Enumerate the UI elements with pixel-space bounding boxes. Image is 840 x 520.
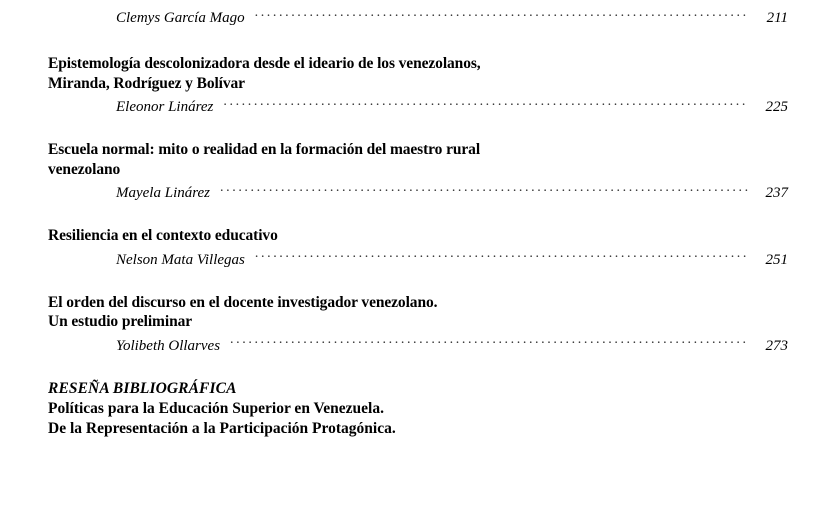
- spacer: [48, 356, 788, 379]
- review-line: De la Representación a la Participación Protagónica.: [48, 419, 396, 437]
- toc-author-row: [48, 334, 788, 356]
- toc-author: Eleonor Linárez: [116, 99, 214, 115]
- spacer: [48, 117, 788, 140]
- dot-leaders: [220, 181, 748, 197]
- dot-leaders: [255, 248, 748, 264]
- toc-entry: [48, 140, 788, 203]
- toc-author-row: [48, 95, 788, 117]
- toc-author-row: [48, 6, 788, 28]
- toc-title: [48, 54, 788, 93]
- toc-title-line: venezolano: [48, 160, 121, 178]
- toc-author-row: [48, 248, 788, 270]
- toc-page-number: 273: [765, 337, 788, 354]
- toc-author: Yolibeth Ollarves: [116, 337, 221, 354]
- dot-leaders: [230, 334, 748, 350]
- toc-entry: [48, 293, 788, 356]
- toc-author: Nelson Mata Villegas: [116, 251, 245, 268]
- review-section: [48, 379, 788, 439]
- toc-title-line: Miranda, Rodríguez y Bolívar: [48, 74, 245, 92]
- toc-title: [48, 293, 788, 332]
- dot-leaders: [255, 6, 748, 22]
- toc-title-line: El orden del discurso en el docente investigador venezolano.: [48, 293, 438, 311]
- toc-title: [48, 226, 788, 246]
- toc-page-number: 211: [766, 10, 788, 26]
- spacer: [48, 270, 788, 293]
- toc-entry: [48, 54, 788, 117]
- toc-title-line: Escuela normal: mito o realidad en la formación del maestro rural: [48, 141, 481, 158]
- dot-leaders: [223, 95, 748, 111]
- toc-page-number: 251: [765, 251, 788, 268]
- toc-title-line: Un estudio preliminar: [48, 313, 193, 330]
- review-section-heading: RESEÑA BIBLIOGRÁFICA: [48, 379, 237, 397]
- toc-author-row: [48, 181, 788, 203]
- toc-author: Clemys García Mago: [116, 10, 245, 26]
- toc-title-line: Epistemología descolonizadora desde el ideario de los venezolanos,: [48, 55, 481, 72]
- toc-page-number: 237: [765, 185, 788, 201]
- review-line: Políticas para la Educación Superior en Venezuela.: [48, 399, 384, 417]
- toc-entry: [48, 226, 788, 270]
- toc-entry: [48, 0, 788, 28]
- toc-title: [48, 140, 788, 179]
- spacer: [48, 28, 788, 54]
- toc-author: Mayela Linárez: [116, 185, 211, 201]
- toc-page-number: 225: [765, 99, 788, 115]
- toc-title-line: Resiliencia en el contexto educativo: [48, 227, 278, 244]
- spacer: [48, 203, 788, 226]
